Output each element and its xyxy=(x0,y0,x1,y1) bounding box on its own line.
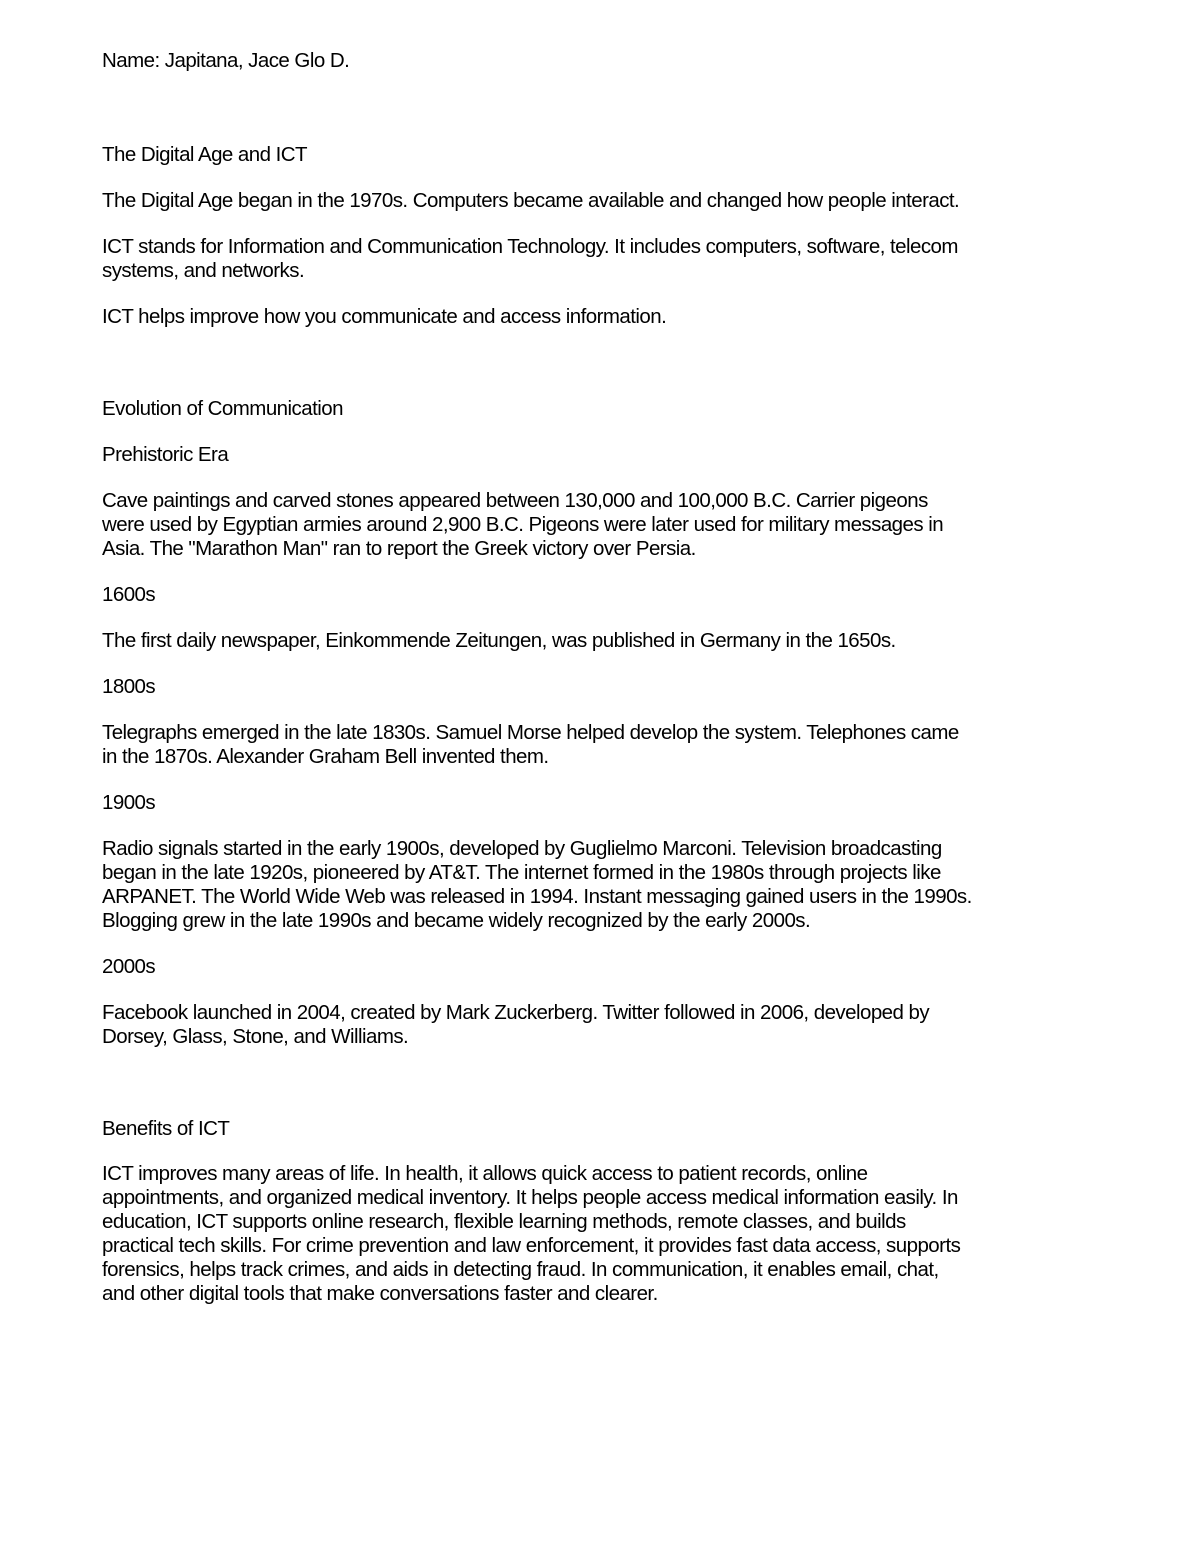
paragraph-line: education, ICT supports online research, flexible learning methods, remote classes, and builds xyxy=(102,1210,906,1233)
paragraph xyxy=(102,1162,1102,1306)
paragraph-line: ICT helps improve how you communicate and access information. xyxy=(102,305,667,328)
paragraph-line: Telegraphs emerged in the late 1830s. Samuel Morse helped develop the system. Telephones came xyxy=(102,721,959,744)
paragraph-line: systems, and networks. xyxy=(102,259,305,282)
paragraph-line: The Digital Age began in the 1970s. Computers became available and changed how people interact. xyxy=(102,189,960,212)
paragraph-line: ARPANET. The World Wide Web was released in 1994. Instant messaging gained users in the 1990s. xyxy=(102,885,972,908)
section-digital-age xyxy=(102,143,1102,167)
era-label xyxy=(102,955,1102,979)
section-heading: Benefits of ICT xyxy=(102,1117,230,1140)
paragraph-line: Radio signals started in the early 1900s, developed by Guglielmo Marconi. Television broadcasting xyxy=(102,837,942,860)
section-benefits xyxy=(102,1117,1102,1141)
paragraph xyxy=(102,235,1102,283)
section-heading: The Digital Age and ICT xyxy=(102,143,307,166)
paragraph-line: forensics, helps track crimes, and aids in detecting fraud. In communication, it enables email, chat, xyxy=(102,1258,939,1281)
paragraph-line: practical tech skills. For crime prevention and law enforcement, it provides fast data access, supports xyxy=(102,1234,961,1257)
paragraph-line: were used by Egyptian armies around 2,900 B.C. Pigeons were later used for military messages in xyxy=(102,513,944,536)
paragraph-line: Facebook launched in 2004, created by Mark Zuckerberg. Twitter followed in 2006, developed by xyxy=(102,1001,930,1024)
era-heading: 1800s xyxy=(102,675,156,698)
paragraph-line: and other digital tools that make conversations faster and clearer. xyxy=(102,1282,658,1305)
paragraph-line: appointments, and organized medical inventory. It helps people access medical information easily. In xyxy=(102,1186,958,1209)
paragraph-line: The first daily newspaper, Einkommende Zeitungen, was published in Germany in the 1650s. xyxy=(102,629,896,652)
section-heading: Evolution of Communication xyxy=(102,397,343,420)
era-heading: 1600s xyxy=(102,583,156,606)
era-label xyxy=(102,791,1102,815)
era-heading: 1900s xyxy=(102,791,156,814)
paragraph-line: Cave paintings and carved stones appeared between 130,000 and 100,000 B.C. Carrier pigeons xyxy=(102,489,928,512)
paragraph xyxy=(102,721,1102,769)
author-name: Name: Japitana, Jace Glo D. xyxy=(102,49,350,72)
paragraph-line: ICT improves many areas of life. In health, it allows quick access to patient records, online xyxy=(102,1162,868,1185)
era-label xyxy=(102,675,1102,699)
paragraph xyxy=(102,189,1102,213)
paragraph-line: began in the late 1920s, pioneered by AT&T. The internet formed in the 1980s through projects like xyxy=(102,861,941,884)
section-evolution xyxy=(102,397,1102,421)
paragraph-line: Blogging grew in the late 1990s and became widely recognized by the early 2000s. xyxy=(102,909,811,932)
era-label xyxy=(102,583,1102,607)
era-label xyxy=(102,443,1102,467)
paragraph xyxy=(102,629,1102,653)
paragraph-line: Asia. The "Marathon Man" ran to report the Greek victory over Persia. xyxy=(102,537,696,560)
paragraph xyxy=(102,1001,1102,1049)
era-heading: Prehistoric Era xyxy=(102,443,229,466)
paragraph-line: in the 1870s. Alexander Graham Bell invented them. xyxy=(102,745,549,768)
era-heading: 2000s xyxy=(102,955,156,978)
paragraph-line: ICT stands for Information and Communication Technology. It includes computers, software, telecom xyxy=(102,235,958,258)
paragraph xyxy=(102,305,1102,329)
paragraph xyxy=(102,489,1102,561)
paragraph-line: Dorsey, Glass, Stone, and Williams. xyxy=(102,1025,409,1048)
paragraph xyxy=(102,837,1102,933)
